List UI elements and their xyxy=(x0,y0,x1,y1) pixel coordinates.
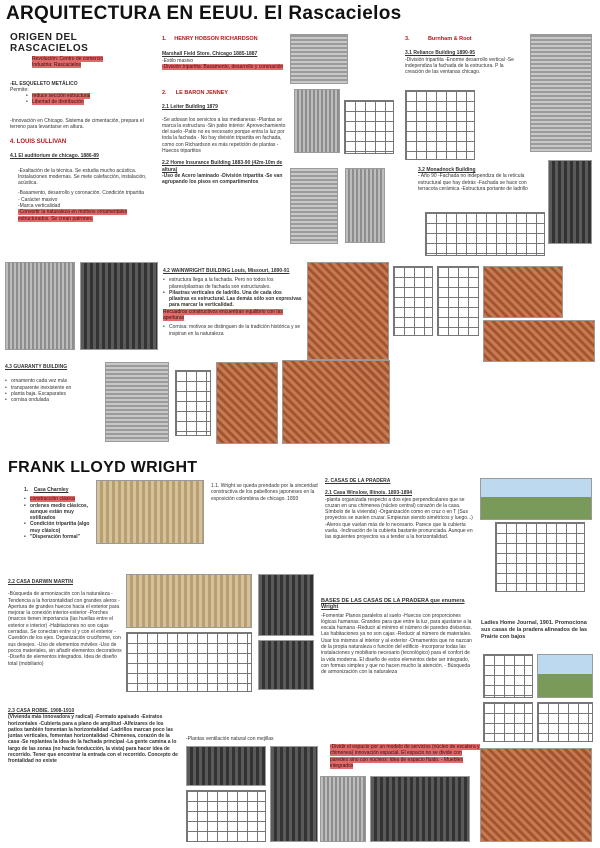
charnley-section xyxy=(24,487,96,540)
robie-exterior-photo xyxy=(186,746,266,786)
leiter-subtitle: 2.1 Leiter Building 1879 xyxy=(162,104,218,111)
sullivan-section xyxy=(10,139,160,222)
jenney-title: LE BARON JENNEY xyxy=(175,90,229,96)
bases-plus xyxy=(330,744,480,769)
wainwright-photo xyxy=(307,262,389,360)
charnley-item-3: • Condición tripartita (algo muy clásico) xyxy=(24,521,96,534)
leiter-plan xyxy=(344,100,394,154)
martin-section xyxy=(8,579,123,667)
martin-text: -Búsqueda de armonización con la naturaleza -Tendencia a la horizontalidad con grandes aleros -Apertura de grandes huecos hacia el exterior para mejorar la conexión interior-exterior -Porches (marcos tienen importancia (las huellas entre el exterior e interior) -Habitaciones no son cajas cerradas. Se conectan entre sí y con el exterior -Cuestión de los ejes. Organización cruciforme, con sus desejes. -Uso de elementos móviles -Uso de pocos materiales, sin añadir elementos decorativos -Diseño de elementos integrados. Idea de diseño total (mobiliario) xyxy=(8,591,122,667)
henry-section xyxy=(162,36,292,70)
reliance-subtitle: 3.1 Reliance Building 1890-95 xyxy=(405,50,476,57)
auditorium-p4: -Marca verticalidad xyxy=(18,203,61,210)
martin-plan xyxy=(126,632,252,692)
wainwright-item-3: • Cornisa: motivos se distinguen de la tradición histórica y se inspiran en la naturaleza xyxy=(163,324,303,337)
guaranty-item-2: transparente inexistente en xyxy=(11,384,72,391)
winslow-subtitle: 2.1 Casa Winslow, Illinois. 1893-1894 xyxy=(325,490,413,497)
charnley-photo xyxy=(96,480,204,544)
wainwright-plan-2 xyxy=(437,266,479,336)
winslow-plan xyxy=(495,522,585,592)
robie-title: 2.3 CASA ROBIE. 1908-1910 xyxy=(8,708,75,714)
main-title: ARQUITECTURA EN EEUU. El Rascacielos xyxy=(6,3,402,24)
winslow-text: -planta organizada respecto a dos ejes perpendiculares que se cruzan en una chimenea (núcleo central) corazón de la casa. Símbolo de la vivienda) -Organización como en cruz o en T (Sus proyectos se suelen cruzar. Empiezan siendo simétricos y luego...) -Aleros que vuelan más de lo necesario. Parece que la cubierta vuela. -Inclinación de la cubierta bastante pronunciada. Aunque en las siguientes proyectos va a tender a la horizontalidad. xyxy=(325,496,473,541)
permite-label: Permite: xyxy=(10,86,29,93)
guaranty-photo xyxy=(105,362,169,442)
auditorium-p3: - Carácter masivo xyxy=(18,196,58,203)
burnham-num: 3. xyxy=(405,36,410,42)
jenney-section xyxy=(162,90,292,186)
bases-section xyxy=(321,598,475,676)
flw-title: FRANK LLOYD WRIGHT xyxy=(8,459,198,476)
ladies-text: Ladies Home Journal, 1901. Promociona sus casas de la pradera alineados de las Prairie con bajos xyxy=(481,620,588,640)
wainwright-title: 4.2 WAINWRIGHT BUILDING Louis, Missouri, 1890-91 xyxy=(163,268,290,274)
leiter-photo xyxy=(294,89,340,153)
monadnock-text: - Año 90 -Fachada no independiza de la retícula estructural que hay detrás -Fachada se hace con terracota cerámica -Estructura portante de ladrillo xyxy=(418,173,528,192)
guaranty-item-3: • planta baja. Escaparates xyxy=(5,391,105,397)
wainwright-plan-1 xyxy=(393,266,433,336)
henry-line-2: -División tripartita: Basamento, desarrollo y coronación xyxy=(162,63,284,70)
leiter-text: -Se adosan los servicios a las medianeras -Plantas se marca la estructura -Sin patio interior: Aprovechamiento del suelo -Patio no es necesario porque entra la luz por toda la fachada - No hay división tripartita en fachada, como con Richardson es más repetición de plantas -Huecos tripartitos xyxy=(162,116,286,155)
esqueleto-title: -EL ESQUELETO METÁLICO xyxy=(10,80,78,87)
ladies-section xyxy=(481,620,593,641)
pradera-title: 2. CASAS DE LA PRADERA xyxy=(325,478,391,484)
martin-drawing xyxy=(126,574,252,628)
auditorium-photo xyxy=(5,262,75,350)
robie-living-photo xyxy=(370,776,470,842)
auditorium-subtitle: 4.1 El auditorium de chicago. 1886-89 xyxy=(10,153,99,160)
monadnock-subtitle: 3.2 Monadnock Building xyxy=(418,167,476,173)
guaranty-plan xyxy=(175,370,211,436)
henry-num: 1. xyxy=(162,36,167,42)
monadnock-section xyxy=(418,167,528,192)
martin-window-photo xyxy=(258,640,314,690)
guaranty-item-1: • ornamento cada vez más xyxy=(5,378,105,384)
home-insurance-photo-2 xyxy=(345,168,385,243)
jenney-num: 2. xyxy=(162,90,167,96)
robie-dining-photo xyxy=(480,748,592,842)
marshall-field-photo xyxy=(290,34,348,84)
ladies-plan-2 xyxy=(537,702,593,742)
charnley-item-2: • ordenes medio clásicos, aunque están muy estilizados xyxy=(24,503,96,522)
robie-plan xyxy=(186,790,266,842)
burnham-title: Burnham & Root xyxy=(427,36,472,42)
origen-section xyxy=(10,32,158,130)
ladies-drawing-1 xyxy=(483,654,533,698)
home-insurance-text: -Uso de Acero laminado -División tripartita -Se van agrupando los pisos en compartimentos xyxy=(162,172,283,186)
home-insurance-subtitle: 2.2 Home Insurance Building 1883-90 (42m-10m de altura) xyxy=(162,160,283,173)
henry-sub: Marshall Field Store. Chicago 1885-1887 xyxy=(162,51,258,58)
reliance-text: -División tripartita -Enorme desarrollo vertical -Se independiza la fachada de la estructura. P la creación de las ventanas chicago. xyxy=(405,56,514,76)
charnley-item-4: • "Disperación formal" xyxy=(24,534,96,540)
bases-title: BASES DE LAS CASAS DE LA PRADERA que enumera Wright xyxy=(321,598,465,611)
robie-detail-photo xyxy=(270,746,318,842)
reliance-photo xyxy=(530,34,592,152)
permite-item-2: Libertad de distribución xyxy=(32,99,84,106)
monadnock-plan xyxy=(425,212,545,256)
ladies-plan-1 xyxy=(483,702,533,742)
wainwright-ornament-photo xyxy=(483,320,595,362)
monadnock-photo xyxy=(548,160,592,244)
sullivan-title: 4. LOUIS SULLIVAN xyxy=(10,139,67,145)
bases-plus-text: -Dividir el espacio por un modelo de servicios (núcleo de escalera y chimenea) innovación espacial. El espacio no se divide con paredes sino con núcleos: Idea de espacio fluido. - Muebles integrados xyxy=(330,744,480,769)
robie-caption: -Plantas ventilación natural con mejillas xyxy=(186,736,274,742)
auditorium-p1: -Exaltación de la técnica. Se estudia mucho acústica. Instalaciones modernas. Se mete calefacción, instalación, acústica. xyxy=(18,167,147,187)
guaranty-detail-photo xyxy=(216,362,278,444)
ladies-drawing-2 xyxy=(537,654,593,698)
guaranty-item-4: • cornisa ondulada xyxy=(5,397,105,403)
charnley-num: 1. xyxy=(24,487,29,493)
wright-note: 1.1. Wright se queda prendado por la sinceridad constructiva de los pabellones japoneses en la exposición colombina de chicago. 1893 xyxy=(211,483,318,502)
charnley-title: Casa Charnley xyxy=(33,487,69,493)
origen-title: ORIGEN DEL RASCACIELOS xyxy=(10,32,89,54)
martin-interior-photo xyxy=(258,574,314,636)
robie-interior-photo xyxy=(320,776,366,842)
robie-text: (Vivienda más innovadora y radical) -Formato apaisado -Estratos horizontales -Cubierta para a plano de amplitud -Alfeizares de los patios también fomentan la horizontalidad -Ladrillos marcan poco las juntas verticales, fomentan horizontalidad -Chimenea, corazón de la casa -Se replantea la idea de la fachada principal -La gente camina a lo largo de las zonas (no hacia fonducción, la vista) para hacer idea de recorrido. Tener que encontrar la entrada con el recorrido. Concepto de frontalidad no existe xyxy=(8,714,178,765)
bases-text: -Fomentar Planos paralelos al suelo -Huecos con proporciones lógicas humanas. Grandes para que entre la luz, para ajustarse a la escala humana -Reducir al mínimo el número de paredes divisorias. Las habitaciones ya no son cajas -Reducir al número de materiales. Usar los mismos al interior y al exterior -Ornamentos que no nazcan de la propia naturaleza o función del edificio -Incorporar todas las instalaciones y mobiliario necesario (tecnológico) para el confort de la vida moderna. El diseño de estos elementos debe ser integrado, con formas simples y que no hacen mucho la atención. - Búsqueda de armonización con la naturaleza xyxy=(321,612,472,676)
charnley-item-1: construcción clásica xyxy=(30,496,75,503)
auditorium-interior-photo xyxy=(80,262,158,350)
henry-title: HENRY HOBSON RICHARDSON xyxy=(174,36,258,42)
origen-hl-1: Revolución: Centro de comercio xyxy=(32,56,104,62)
innovacion-text: -Innovación en Chicago. Sistema de cimentación, prepara el terreno para levantarse en altura. xyxy=(10,117,144,131)
winslow-photo xyxy=(480,478,592,520)
henry-line-1: -Estilo masivo xyxy=(162,57,194,64)
guaranty-facade-photo xyxy=(282,360,390,444)
reliance-plan xyxy=(405,90,475,160)
origen-hl-2: Industria: Rascacielos xyxy=(32,62,81,69)
home-insurance-photo xyxy=(290,168,338,244)
wainwright-cornice-photo xyxy=(483,266,563,318)
guaranty-section xyxy=(5,364,105,403)
wainwright-hl: Recuadros constructivos encuentran equilibrio con las aperturas xyxy=(163,308,283,322)
wainwright-item-2: • Pilastras verticales de ladrillo. Una de cada dos pilastras es estructural. Las demás sólo son expresivas para marcar la verticalidad. xyxy=(163,290,303,309)
pradera-section xyxy=(325,478,473,541)
guaranty-title: 4.3 GUARANTY BUILDING xyxy=(5,364,68,370)
robie-section xyxy=(8,708,178,765)
burnham-section xyxy=(405,36,523,75)
martin-title: 2.2 CASA DARWIN MARTIN xyxy=(8,579,74,585)
permite-item-1: reduce sección estructural xyxy=(32,93,91,100)
auditorium-p5: -Convertir la naturaleza en motivos ornamentales estructurados. Se crean patrones. xyxy=(18,209,128,222)
auditorium-p2: -Basamento, desarrollo y coronación. Condición tripartita xyxy=(18,190,144,197)
wainwright-item-1: • estructura llega a la fachada. Pero no todos los pilares/pilastras de fachada son estructurales. xyxy=(163,277,303,290)
wainwright-section xyxy=(163,268,303,337)
